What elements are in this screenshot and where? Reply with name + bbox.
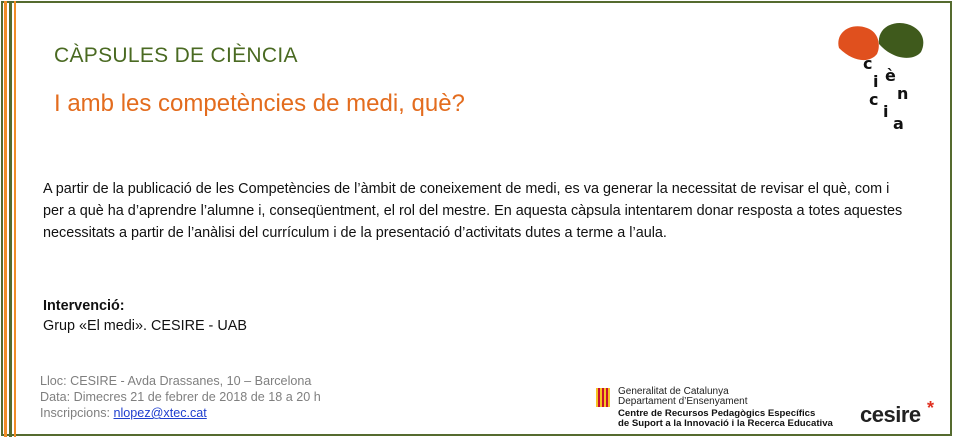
- gencat-line3: Centre de Recursos Pedagògics Específics: [618, 408, 816, 419]
- ciencia-logo: [833, 18, 929, 138]
- intervention-value: Grup «El medi». CESIRE - UAB: [43, 318, 247, 334]
- logo-letter-n: n: [897, 84, 909, 103]
- gencat-line2: Departament d’Ensenyament: [618, 396, 748, 407]
- page-title: I amb les competències de medi, què?: [54, 90, 465, 117]
- orange-leaf-icon: [838, 26, 878, 60]
- catalan-flag-icon: [596, 388, 610, 407]
- generalitat-logo: [596, 386, 846, 430]
- gencat-line1: Generalitat de Catalunya: [618, 386, 729, 397]
- description-paragraph: A partir de la publicació de les Competències de l’àmbit de coneixement de medi, es va generar la necessitat de revisar el què, com i per a què ha d’aprendre l’alumne i, conseqüentment, el rol del mestre. En aquesta càpsula intentarem donar resposta a totes aquestes necessitats a partir de l’anàlisi del currículum i de la presentació d’activitats dutes a terme a l’aula.: [43, 181, 903, 241]
- cesire-logo-text: cesire: [860, 402, 921, 427]
- logo-letter-c2: c: [869, 90, 879, 109]
- left-stripe-green: [9, 1, 12, 437]
- intervention-label: Intervenció:: [43, 298, 125, 314]
- logo-letter-a: a: [893, 114, 904, 133]
- logo-letter-i: i: [873, 72, 879, 91]
- registration-line: [40, 406, 207, 420]
- left-stripe-orange-inner: [14, 1, 16, 437]
- gencat-line4: de Suport a la Innovació i la Recerca Educativa: [618, 418, 833, 429]
- location-text: Lloc: CESIRE - Avda Drassanes, 10 – Barcelona: [40, 374, 312, 388]
- date-text: Data: Dimecres 21 de febrer de 2018 de 18 a 20 h: [40, 390, 321, 404]
- left-stripe-orange: [4, 1, 7, 437]
- cesire-star-icon: *: [927, 398, 935, 418]
- series-title: CÀPSULES DE CIÈNCIA: [54, 44, 298, 67]
- leaves-icon: [833, 18, 929, 68]
- registration-label: Inscripcions:: [40, 406, 114, 420]
- logo-letter-i2: i: [883, 102, 889, 121]
- green-leaf-icon: [879, 23, 923, 58]
- registration-email-link[interactable]: nlopez@xtec.cat: [113, 406, 207, 420]
- logo-letter-c: c: [863, 54, 873, 73]
- logo-letter-e: è: [885, 66, 896, 85]
